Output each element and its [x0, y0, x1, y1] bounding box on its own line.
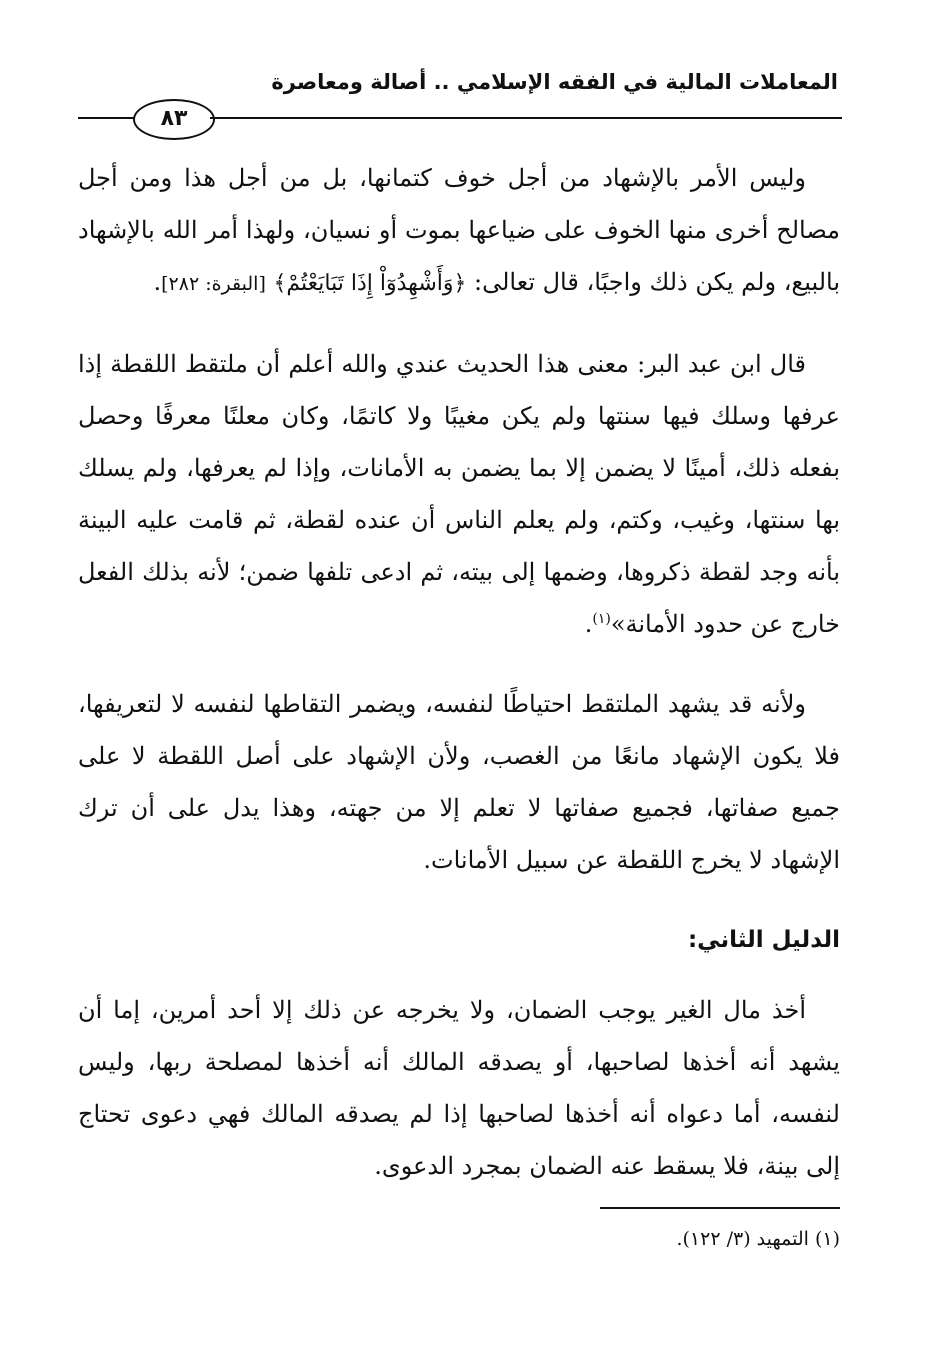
header-rule-right: [210, 117, 842, 119]
footnote: (١) التمهيد (٣/ ١٢٢).: [676, 1228, 840, 1250]
paragraph-3: ولأنه قد يشهد الملتقط احتياطًا لنفسه، ويضمر التقاطها لنفسه لا لتعريفها، فلا يكون الإشهاد مانعًا من الغصب، ولأن الإشهاد على أصل اللقطة لا على جميع صفاتها، فجميع صفاتها لا تعلم إلا من جهته، وهذا يدل على أن ترك الإشهاد لا يخرج اللقطة عن سبيل الأمانات.: [78, 690, 840, 874]
verse-citation: [البقرة: ٢٨٢]: [161, 273, 266, 295]
paragraph-1-text: وليس الأمر بالإشهاد من أجل خوف كتمانها، بل من أجل هذا ومن أجل مصالح أخرى منها الخوف على ضياعها بموت أو نسيان، ولهذا أمر الله بالإشهاد بالبيع، ولم يكن ذلك واجبًا، قال تعالى:: [78, 164, 840, 296]
page-number-badge: ٨٣: [133, 99, 215, 140]
page-body: [78, 152, 840, 1220]
paragraph-2: [78, 338, 840, 650]
paragraph-1-end: .: [153, 268, 162, 296]
paragraph-2-text: قال ابن عبد البر: معنى هذا الحديث عندي والله أعلم أن ملتقط اللقطة إذا عرفها وسلك فيها سنتها ولم يكن مغيبًا ولا كاتمًا، وكان معلنًا معرفًا وحصل بفعله ذلك، أمينًا لا يضمن إلا بما يضمن به الأمانات، وإذا لم يعرفها، ولم يسلك بها سنتها، وغيب، وكتم، ولم يعلم الناس أن عنده لقطة، ثم قامت عليه البينة بأنه وجد لقطة ذكروها، وضمها إلى بيته، ثم ادعى تلفها ضمن؛ لأنه بذلك الفعل خارج عن حدود الأمانة»: [78, 350, 840, 638]
header-rule-left: [78, 117, 134, 119]
section-heading: الدليل الثاني:: [687, 927, 840, 953]
footnote-reference: (١): [592, 611, 611, 627]
running-header-title: المعاملات المالية في الفقه الإسلامي .. أصالة ومعاصرة: [271, 70, 838, 94]
paragraph-2-end: .: [584, 610, 593, 638]
footnote-separator: [600, 1207, 840, 1209]
quran-verse: ﴿وَأَشْهِدُوٓاْ إِذَا تَبَايَعْتُمْ﴾: [273, 271, 467, 296]
paragraph-1: [78, 152, 840, 310]
paragraph-4: أخذ مال الغير يوجب الضمان، ولا يخرجه عن ذلك إلا أحد أمرين، إما أن يشهد أنه أخذها لصاحبها، أو يصدقه المالك أنه أخذها لمصلحة ربها، وليس لنفسه، أما دعواه أنه أخذها لصاحبها إذا لم يصدقه المالك فهي دعوى تحتاج إلى بينة، فلا يسقط عنه الضمان بمجرد الدعوى.: [78, 996, 840, 1180]
